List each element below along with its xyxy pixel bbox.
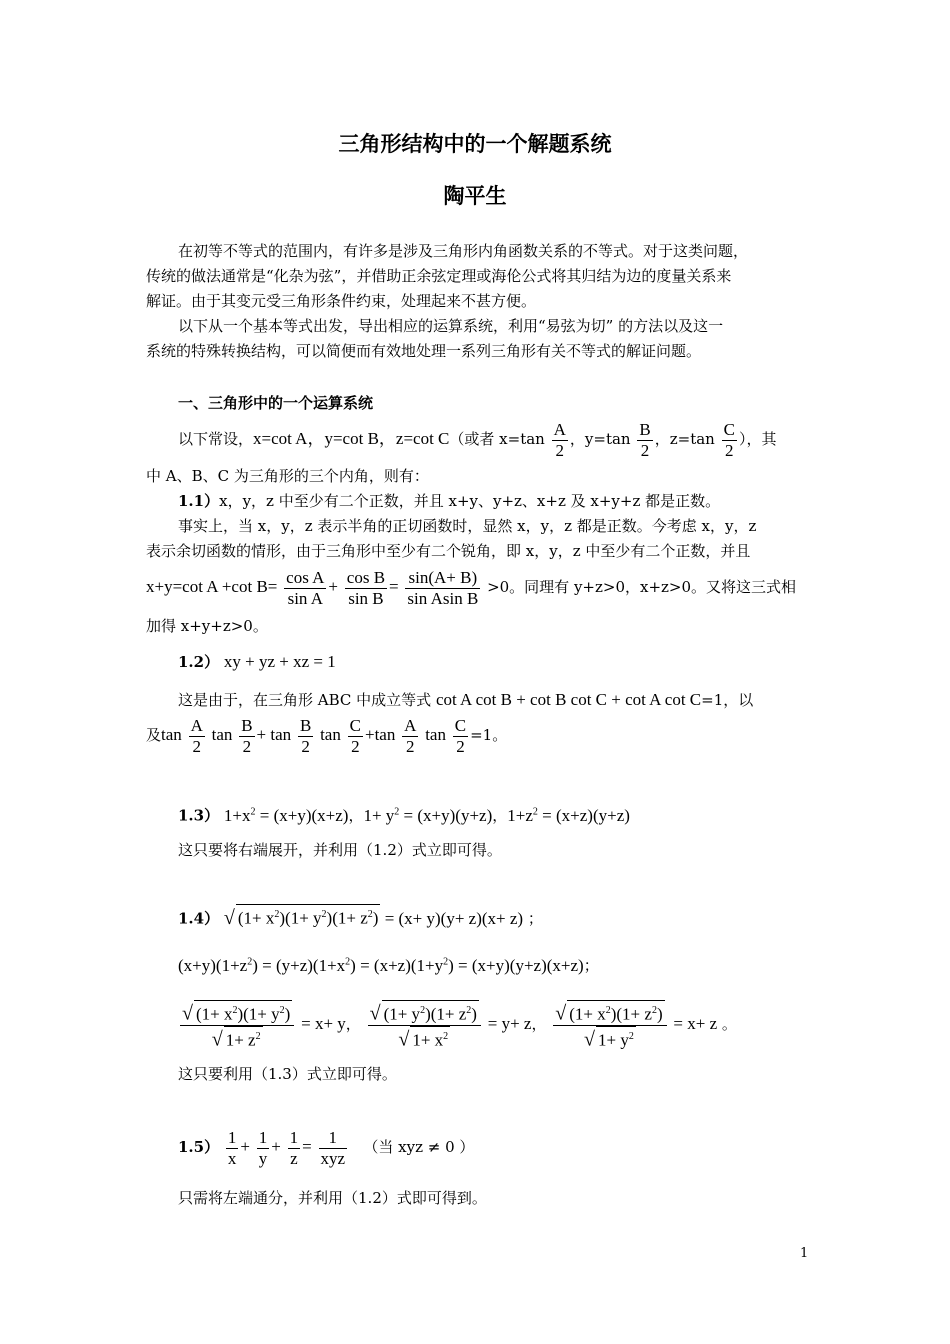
item-1-4-line1: 1.4） √ $(1+ x^2)(1+ y^2)(1+ z^2) = (x+ y)(y+ z)(x+ z)$ ；	[178, 904, 543, 929]
setup-line2: 中 A、B、C 为三角形的三个内角，则有：	[146, 467, 429, 485]
proof-1-2-line1: 这是由于，在三角形 ABC 中成立等式 cot A cot B + cot B cot C + cot A cot C=1，以	[178, 690, 754, 709]
page-number: 1	[800, 1246, 809, 1261]
note-1-4: 这只要利用（1.3）式立即可得。	[178, 1065, 397, 1083]
note-1-3: 这只要将右端展开，并利用（1.2）式立即可得。	[178, 841, 502, 859]
intro-p2-line1: 以下从一个基本等式出发，导出相应的运算系统，利用“易弦为切” 的方法以及这一	[178, 317, 724, 335]
intro-p1-line3: 解证。由于其变元受三角形条件约束，处理起来不甚方便。	[146, 292, 537, 310]
proof-1-1-line3: x+y=cot A +cot B= $\frac{\text{cos A}}{\text{sin A}}$ + $\frac{\text{cos B}}{\text{sin B}}$ = $\frac{\sin(A+ B)}{\text{sin Asin B}}$ >0。同理有 y+z>0，x+z>0。又将这三式相	[146, 567, 797, 608]
intro-p2-line2: 系统的特殊转换结构，可以简便而有效地处理一系列三角形有关不等式的解证问题。	[146, 342, 702, 360]
item-1-4-line2: $(x+y)(1+z^2) = (y+z)(1+x^2) = (x+z)(1+y^2) = (x+y)(y+z)(x+z)$；	[178, 955, 599, 975]
paper-title: 三角形结构中的一个解题系统	[338, 132, 612, 156]
proof-1-2-line2: 及tan $\frac{A}{2}$ tan $\frac{B}{2}$ + tan $\frac{B}{2}$ tan $\frac{C}{2}$ +tan $\frac{A}{2}$ tan $\frac{C}{2}$ =1。	[146, 715, 508, 756]
item-1-3: 1.3） $1+x^2 = (x+y)(x+z)$，$1+ y^2 = (x+y)(y+z)$，$1+z^2 = (x+z)(y+z)$	[178, 805, 630, 825]
proof-1-1-line1: 事实上，当 x，y，z 表示半角的正切函数时，显然 x，y，z 都是正数。今考虑 x，y，z	[178, 517, 757, 535]
author: 陶平生	[443, 184, 507, 208]
item-1-4-line3: $\frac{√ (1+ x^2)(1+ y^2)}{√ 1+ z^2}$ = x+ y， $\frac{√ (1+ y^2)(1+ z^2)}{√ 1+ x^2}$ = y+ z， $\frac{√ (1+ x^2)(1+ z^2)}{√ 1+ y^2}$ = x+ z 。	[178, 996, 737, 1052]
frac-c-2: $\frac{C}{2}$	[723, 419, 735, 460]
intro-p1-line1: 在初等不等式的范围内，有许多是涉及三角形内角函数关系的不等式。对于这类问题，	[178, 242, 749, 260]
section-heading: 一、三角形中的一个运算系统	[178, 394, 374, 412]
note-1-5: 只需将左端通分，并利用（1.2）式即可得到。	[178, 1189, 487, 1207]
proof-1-1-line4: 加得 x+y+z>0。	[146, 617, 268, 635]
frac-a-2: $\frac{A}{2}$	[553, 419, 566, 460]
item-1-2: 1.2） xy + yz + xz = 1	[178, 652, 336, 671]
intro-p1-line2: 传统的做法通常是“化杂为弦”，并借助正余弦定理或海伦公式将其归结为边的度量关系来	[146, 267, 732, 285]
frac-b-2: $\frac{B}{2}$	[639, 419, 651, 460]
proof-1-1-line2: 表示余切函数的情形，由于三角形中至少有二个锐角，即 x，y，z 中至少有二个正数，并且	[146, 542, 751, 560]
item-1-1: 1.1）x，y，z 中至少有二个正数，并且 x+y、y+z、x+z 及 x+y+z 都是正数。	[178, 492, 721, 510]
setup-line: 以下常设，x=cot A，y=cot B，z=cot C（或者 x=tan $\frac{A}{2}$ ，y=tan $\frac{B}{2}$ ，z=tan $\frac{C}{2}$ ），其	[178, 419, 777, 460]
item-1-5: 1.5） $\frac{1}{x}$ + $\frac{1}{y}$ + $\frac{1}{z}$ = $\frac{1}{\text{xyz}}$ （当 xyz ≠ 0 ）	[178, 1127, 475, 1168]
